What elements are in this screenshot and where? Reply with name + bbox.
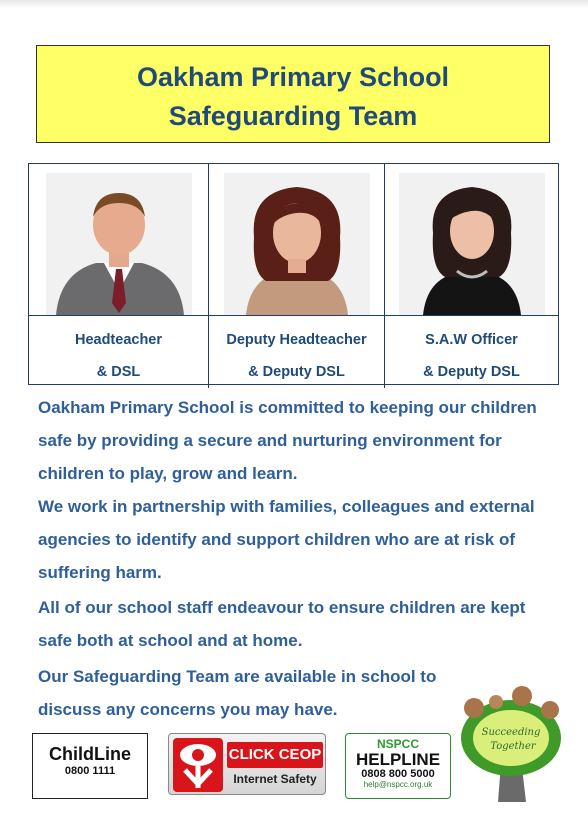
role-title: Deputy Headteacher xyxy=(226,332,367,348)
school-tree-logo xyxy=(458,680,564,804)
role-designation: & DSL xyxy=(96,364,141,380)
motto-line-2: Together xyxy=(490,741,536,752)
ceop-eye-icon xyxy=(173,738,223,792)
deputy-headteacher-photo xyxy=(224,173,370,315)
paragraph-partnership: We work in partnership with families, colleagues and external agencies to identify and support children who are at risk of suffering harm. xyxy=(38,497,535,582)
role-cell-headteacher xyxy=(29,316,209,388)
paragraph-staff: All of our school staff endeavour to ensure children are kept safe both at school and at home. xyxy=(38,598,526,650)
role-designation: & Deputy DSL xyxy=(423,364,520,380)
childline-logo[interactable] xyxy=(32,733,148,799)
motto-line-1: Succeeding xyxy=(481,727,541,738)
team-table xyxy=(28,163,559,385)
title-line-2: Safeguarding Team xyxy=(168,101,418,131)
childline-number: 0800 1111 xyxy=(64,765,116,777)
paragraph-availability: Our Safeguarding Team are available in school to discuss any concerns you may have. xyxy=(38,667,437,719)
ceop-sub: Internet Safety xyxy=(233,772,317,786)
title-line-1: Oakham Primary School xyxy=(136,62,450,92)
top-shade xyxy=(0,0,588,8)
role-designation: & Deputy DSL xyxy=(248,364,345,380)
role-cell-deputy-head xyxy=(209,316,385,388)
nspcc-helpline: HELPLINE xyxy=(355,750,441,769)
title-banner xyxy=(36,45,550,143)
paragraph-commitment: Oakham Primary School is committed to keeping our children safe by providing a secure and nurturing environment for children to play, grow and learn. xyxy=(38,398,537,483)
childline-name: ChildLine xyxy=(49,744,131,764)
nspcc-number: 0808 800 5000 xyxy=(361,768,435,780)
headteacher-photo xyxy=(46,173,192,315)
ceop-logo[interactable] xyxy=(168,733,326,795)
nspcc-helpline-logo[interactable] xyxy=(345,733,451,799)
role-cell-saw-officer xyxy=(385,316,558,388)
saw-officer-photo xyxy=(399,173,545,315)
ceop-label: CLICK CEOP xyxy=(227,742,323,768)
photo-cell-saw-officer xyxy=(385,164,558,316)
nspcc-email: help@nspcc.org.uk xyxy=(363,780,433,789)
role-title: Headteacher xyxy=(74,332,163,348)
role-title: S.A.W Officer xyxy=(425,332,518,348)
photo-cell-headteacher xyxy=(29,164,209,316)
photo-cell-deputy-head xyxy=(209,164,385,316)
nspcc-name: NSPCC xyxy=(376,737,419,751)
